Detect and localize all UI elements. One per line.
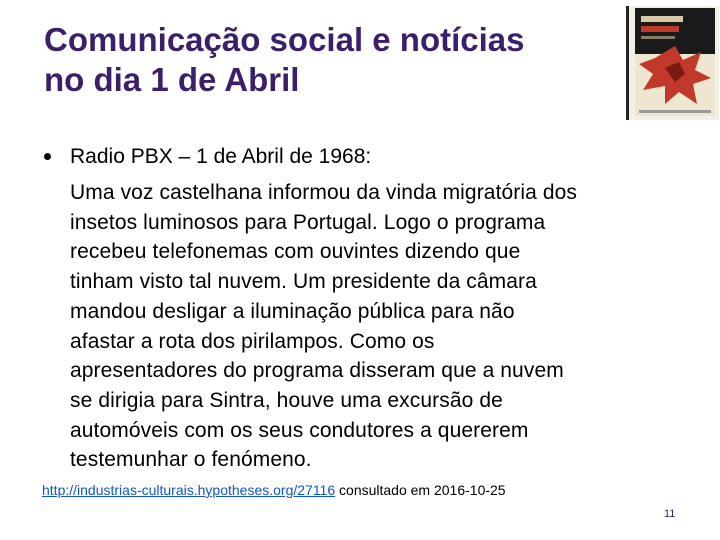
slide-title (44, 20, 604, 99)
body-line: mandou desligar a iluminação pública para não (70, 299, 515, 323)
body-line: insetos luminosos para Portugal. Logo o programa (70, 210, 546, 234)
body-line: Uma voz castelhana informou da vinda migratória dos (70, 181, 578, 204)
poster-dragon-illustration (635, 38, 715, 108)
poster-subtitle-graphic (641, 26, 679, 32)
poster-image (626, 6, 719, 120)
body-line: apresentadores do programa disseram que a nuvem (70, 359, 564, 383)
body-line: se dirigia para Sintra, houve uma excursão de (70, 388, 503, 412)
bullet-icon (44, 153, 51, 160)
reference-line (42, 482, 506, 498)
reference-date-text: consultado em 2016-10-25 (335, 482, 506, 498)
poster-artwork (635, 8, 715, 116)
reference-link[interactable]: http://industrias-culturais.hypotheses.org/27116 (42, 482, 336, 498)
poster-sponsor-strip (639, 110, 711, 113)
slide-title-line-1: Comunicação social e notícias (44, 21, 525, 58)
body-line: testemunhar o fenómeno. (70, 448, 312, 472)
slide-title-line-2: no dia 1 de Abril (44, 60, 300, 98)
body-paragraph (70, 178, 660, 475)
body-line: automóveis com os seus condutores a quererem (70, 418, 529, 442)
poster-title-graphic (641, 16, 683, 22)
body-line: tinham visto tal nuvem. Um presidente da câmara (70, 270, 537, 294)
page-number: 11 (664, 508, 676, 520)
body-line: recebeu telefonemas com ouvintes dizendo que (70, 240, 521, 264)
bullet-text: Radio PBX – 1 de Abril de 1968: (70, 145, 372, 168)
body-line: afastar a rota dos pirilampos. Como os (70, 329, 435, 353)
